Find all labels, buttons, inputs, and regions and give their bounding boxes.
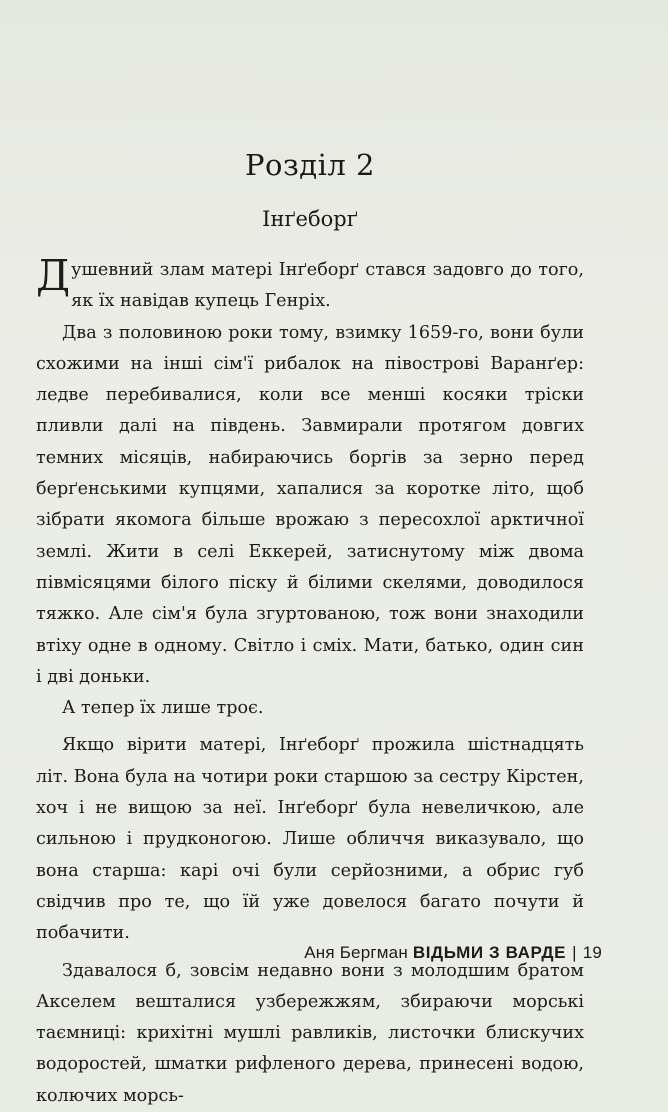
footer-book-title: ВІДЬМИ З ВАРДЕ (412, 943, 567, 962)
chapter-title: Інґеборґ (262, 207, 358, 231)
paragraph-5: Здавалося б, зовсім недавно вони з молодшим братом Акселем вешталися узбережжям, збираючи морські таємниці: крихітні мушлі равликів, листочки блискучих водоростей, шматки рифленого дерева, принесені водою, колючих морсь- (36, 960, 584, 1106)
chapter-number: Розділ 2 (244, 148, 375, 182)
paragraph-1 (36, 251, 584, 318)
footer-author: Аня Бергман (304, 943, 408, 962)
paragraph-4: Якщо вірити матері, Інґеборґ прожила шістнадцять літ. Вона була на чотири роки старшою за сестру Кірстен, хоч і не вищою за неї. Інґеборґ була невеличкою, але сильною і прудконогою. Лише обличчя виказувало, що вона старша: карі очі були серйозними, а обрис губ свідчив про те, що їй уже довелося багато почути й побачити. (36, 735, 584, 944)
page-number: 19 (582, 943, 602, 962)
running-footer (304, 943, 602, 963)
body-text (36, 251, 584, 1112)
footer-separator: | (572, 943, 577, 962)
drop-cap: Д (36, 251, 71, 300)
paragraph-2: Два з половиною роки тому, взимку 1659-го, вони були схожими на інші сім'ї рибалок на півострові Варанґер: ледве перебивалися, коли все менші косяки тріски пливли далі на південь. Завмирали протягом довгих темних місяців, набираючись боргів за зерно перед берґенськими купцями, хапалися за коротке літо, щоб зібрати якомога більше врожаю з пересохлої арктичної землі. Жити в селі Еккерей, затиснутому між двома півмісяцями білого піску й білими скелями, доводилося тяжко. Але сім'я була згуртованою, тож вони знаходили втіху одне в одному. Світло і сміх. Мати, батько, один син і дві доньки. (36, 322, 584, 687)
paragraph-1-text: ушевний злам матері Інґеборґ стався задовго до того, як їх навідав купець Генріх. (71, 260, 584, 312)
paragraph-3: А тепер їх лише троє. (62, 698, 264, 719)
